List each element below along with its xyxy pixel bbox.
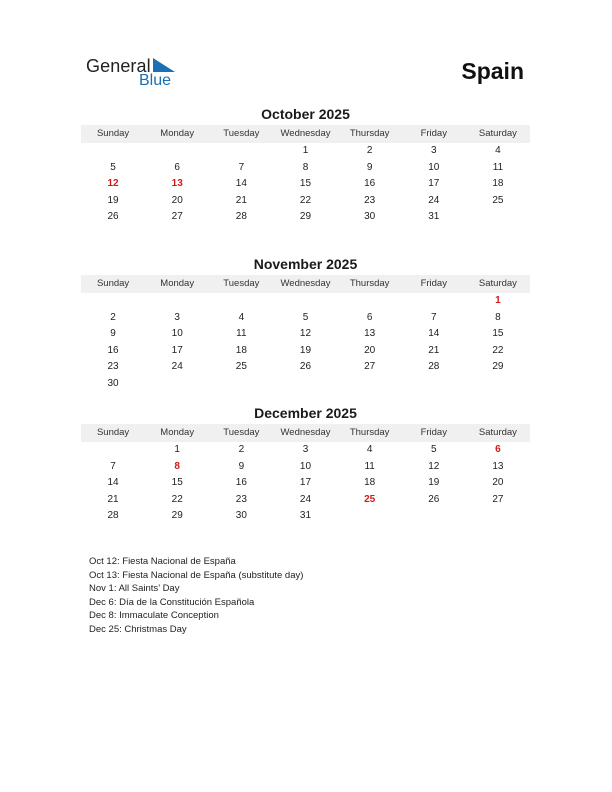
month-title: December 2025 — [254, 405, 357, 421]
weekday-header — [81, 125, 530, 143]
empty-day-cell — [466, 376, 530, 393]
day-cell: 20 — [492, 477, 504, 488]
day-cell: 14 — [235, 178, 247, 189]
day-cell: 10 — [299, 460, 312, 472]
week-row — [81, 143, 530, 160]
week-row — [81, 209, 530, 226]
day-cell: 31 — [299, 510, 312, 521]
weekday-label: Wednesday — [280, 278, 331, 289]
week-row — [81, 343, 530, 360]
week-row — [81, 310, 530, 327]
day-cell: 28 — [107, 510, 119, 521]
day-cell: 3 — [430, 145, 437, 156]
weekday-header — [81, 275, 530, 293]
day-cell: 26 — [299, 361, 312, 372]
empty-day-cell — [81, 143, 145, 160]
day-cell: 19 — [428, 477, 440, 488]
holiday-entry: Oct 12: Fiesta Nacional de España — [89, 556, 236, 567]
day-cell: 17 — [171, 344, 183, 356]
day-cell: 23 — [235, 493, 247, 505]
day-cell: 1 — [302, 145, 309, 156]
weekday-label: Sunday — [96, 427, 130, 438]
day-cell: 26 — [428, 493, 440, 505]
day-cell: 24 — [171, 361, 183, 372]
week-row — [81, 459, 530, 476]
day-cell: 14 — [107, 477, 119, 488]
day-cell: 4 — [366, 444, 373, 455]
day-cell: 15 — [492, 328, 504, 339]
logo-text-general: General — [86, 56, 151, 76]
day-cell: 11 — [364, 460, 375, 472]
day-cell: 10 — [171, 328, 183, 339]
empty-day-cell — [209, 376, 273, 393]
week-row — [81, 176, 530, 193]
day-cell: 27 — [492, 493, 504, 505]
week-row — [81, 376, 530, 393]
day-cell: 5 — [302, 311, 309, 323]
day-cell: 1 — [174, 444, 180, 455]
day-cell: 7 — [430, 311, 437, 323]
holiday-entry: Dec 6: Día de la Constitución Española — [89, 596, 255, 608]
day-cell: 29 — [492, 361, 504, 372]
week-row — [81, 508, 530, 525]
empty-day-cell — [81, 442, 145, 459]
day-cell: 21 — [107, 493, 119, 505]
day-cell: 23 — [364, 194, 376, 206]
day-cell: 28 — [428, 361, 440, 372]
weekday-label: Thursday — [349, 128, 390, 139]
week-row — [81, 326, 530, 343]
day-cell: 29 — [171, 510, 183, 521]
weekday-label: Friday — [420, 278, 447, 289]
day-cell: 6 — [366, 311, 373, 323]
holiday-day-cell: 1 — [495, 295, 501, 306]
empty-day-cell — [145, 143, 209, 160]
logo-triangle-icon — [153, 58, 175, 72]
month-title: November 2025 — [253, 256, 358, 272]
week-row — [81, 293, 530, 310]
weekday-label: Saturday — [478, 278, 517, 289]
week-row — [81, 492, 530, 509]
weekday-label: Sunday — [96, 278, 130, 289]
day-cell: 10 — [428, 161, 440, 173]
day-cell: 21 — [235, 194, 247, 206]
holiday-day-cell: 12 — [107, 178, 119, 189]
day-cell: 9 — [238, 460, 245, 472]
weekday-label: Monday — [160, 128, 195, 139]
empty-day-cell — [273, 293, 337, 310]
month-november — [81, 256, 530, 392]
day-cell: 2 — [238, 444, 245, 455]
day-cell: 18 — [364, 477, 376, 488]
month-october — [81, 106, 530, 226]
empty-day-cell — [145, 293, 209, 310]
week-row — [81, 475, 530, 492]
empty-day-cell — [209, 143, 273, 160]
day-cell: 18 — [492, 178, 504, 189]
day-cell: 22 — [299, 194, 312, 206]
country-title: Spain — [461, 58, 524, 84]
day-cell: 11 — [236, 328, 247, 339]
day-cell: 30 — [235, 510, 247, 521]
day-cell: 18 — [235, 344, 247, 356]
holiday-day-cell: 25 — [364, 493, 376, 505]
holiday-list — [89, 555, 303, 637]
day-cell: 9 — [366, 161, 373, 173]
day-cell: 30 — [107, 377, 119, 389]
day-cell: 14 — [428, 328, 440, 339]
day-cell: 30 — [364, 211, 376, 222]
day-cell: 19 — [299, 344, 312, 356]
empty-day-cell — [402, 376, 466, 393]
day-cell: 27 — [171, 211, 183, 222]
day-cell: 27 — [364, 361, 376, 372]
day-cell: 6 — [174, 161, 180, 173]
holiday-entry: Nov 1: All Saints’ Day — [89, 583, 180, 595]
day-cell: 7 — [110, 460, 116, 472]
day-cell: 22 — [492, 344, 504, 356]
month-title: October 2025 — [261, 106, 350, 122]
day-cell: 20 — [171, 194, 183, 206]
empty-day-cell — [466, 508, 530, 525]
holiday-entry: Dec 25: Christmas Day — [89, 623, 187, 635]
day-cell: 2 — [110, 311, 116, 323]
weekday-label: Thursday — [349, 427, 390, 438]
week-row — [81, 160, 530, 177]
weekday-label: Monday — [160, 427, 195, 438]
weekday-label: Friday — [420, 427, 447, 438]
day-cell: 24 — [428, 194, 440, 206]
day-cell: 8 — [302, 161, 309, 173]
weekday-label: Saturday — [478, 128, 517, 139]
day-cell: 9 — [110, 328, 116, 339]
holiday-day-cell: 6 — [495, 444, 501, 455]
day-cell: 25 — [235, 361, 247, 372]
month-december — [81, 405, 530, 525]
holiday-entry: Oct 13: Fiesta Nacional de España (substitute day) — [89, 569, 304, 581]
weekday-label: Monday — [160, 278, 195, 289]
day-cell: 7 — [238, 161, 245, 173]
day-cell: 25 — [492, 194, 504, 206]
empty-day-cell — [81, 293, 145, 310]
day-cell: 16 — [107, 344, 119, 356]
day-cell: 8 — [495, 311, 501, 323]
day-cell: 15 — [299, 178, 312, 189]
day-cell: 16 — [364, 178, 376, 189]
holiday-day-cell: 8 — [174, 460, 180, 472]
empty-day-cell — [145, 376, 209, 393]
week-row — [81, 193, 530, 210]
day-cell: 13 — [364, 328, 376, 339]
week-row — [81, 359, 530, 376]
weekday-label: Thursday — [349, 278, 390, 289]
weekday-label: Saturday — [478, 427, 517, 438]
holiday-day-cell: 13 — [171, 178, 183, 189]
weekday-label: Tuesday — [223, 128, 260, 139]
day-cell: 12 — [428, 460, 440, 472]
empty-day-cell — [209, 293, 273, 310]
weekday-label: Wednesday — [280, 427, 331, 438]
day-cell: 13 — [492, 460, 504, 472]
day-cell: 3 — [174, 311, 180, 323]
day-cell: 17 — [299, 477, 312, 488]
empty-day-cell — [402, 508, 466, 525]
day-cell: 16 — [235, 477, 247, 488]
day-cell: 12 — [299, 328, 312, 339]
day-cell: 5 — [430, 444, 437, 455]
day-cell: 29 — [299, 211, 312, 222]
empty-day-cell — [273, 376, 337, 393]
day-cell: 24 — [299, 493, 312, 505]
weekday-header — [81, 424, 530, 442]
empty-day-cell — [402, 293, 466, 310]
day-cell: 21 — [428, 344, 440, 356]
weekday-label: Friday — [420, 128, 447, 139]
day-cell: 23 — [107, 361, 119, 372]
day-cell: 17 — [428, 178, 440, 189]
day-cell: 5 — [110, 161, 116, 173]
generalblue-logo — [86, 56, 186, 92]
day-cell: 20 — [364, 344, 376, 356]
empty-day-cell — [338, 508, 402, 525]
weekday-label: Tuesday — [223, 427, 260, 438]
day-cell: 3 — [302, 444, 309, 455]
day-cell: 28 — [235, 211, 247, 222]
empty-day-cell — [466, 209, 530, 226]
holiday-entry: Dec 8: Immaculate Conception — [89, 610, 219, 622]
day-cell: 4 — [495, 145, 501, 156]
day-cell: 4 — [238, 311, 245, 323]
weekday-label: Wednesday — [280, 128, 331, 139]
weekday-label: Sunday — [96, 128, 130, 139]
day-cell: 2 — [366, 145, 373, 156]
logo-text-blue: Blue — [139, 72, 172, 89]
day-cell: 26 — [107, 211, 119, 222]
day-cell: 22 — [171, 493, 183, 505]
day-cell: 11 — [492, 161, 504, 173]
empty-day-cell — [338, 293, 402, 310]
day-cell: 15 — [171, 477, 183, 488]
week-row — [81, 442, 530, 459]
day-cell: 19 — [107, 194, 119, 206]
day-cell: 31 — [428, 211, 440, 222]
weekday-label: Tuesday — [223, 278, 260, 289]
empty-day-cell — [338, 376, 402, 393]
